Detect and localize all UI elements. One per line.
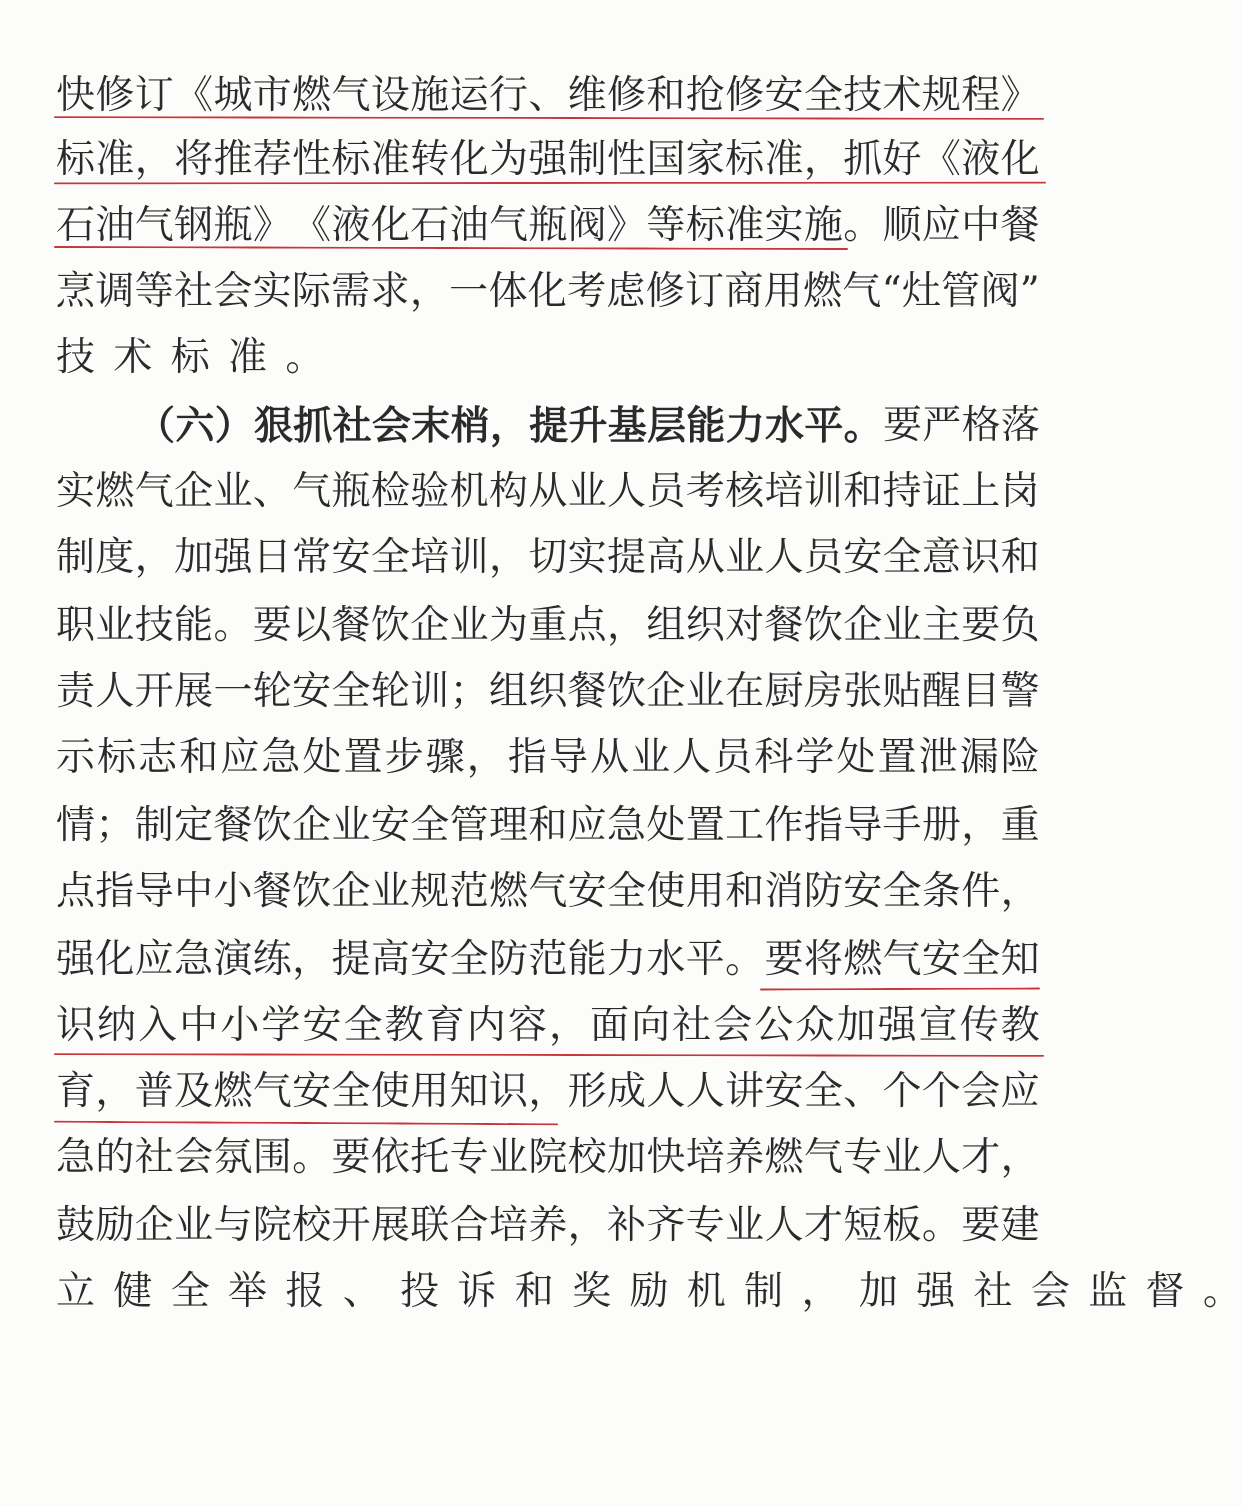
text-line <box>0 596 1080 656</box>
text-line <box>0 1196 1080 1256</box>
line-text: （ 六 ） 狠 抓 社 会 末 梢 ， 提 升 基 层 能 力 水 平 。 要 严 格 落 <box>136 403 1040 449</box>
line-text: 实 燃 气 企 业 、 气 瓶 检 验 机 构 从 业 人 员 考 核 培 训 和 持 证 上 岗 <box>56 469 1040 514</box>
text-line <box>0 930 1080 990</box>
line-text: 制 度 ， 加 强 日 常 安 全 培 训 ， 切 实 提 高 从 业 人 员 安 全 意 识 和 <box>56 535 1040 580</box>
red-underline-mark <box>760 988 1040 991</box>
text-line <box>0 262 1080 322</box>
text-line <box>0 728 1080 788</box>
line-text: 技 术 标 准 。 <box>56 335 325 380</box>
line-text: 立 健 全 举 报 、 投 诉 和 奖 励 机 制 ， 加 强 社 会 监 督 。 <box>56 1269 1242 1314</box>
text-line <box>0 996 1080 1056</box>
text-line <box>0 862 1080 922</box>
line-text: 强 化 应 急 演 练 ， 提 高 安 全 防 范 能 力 水 平 。 要 将 燃 气 安 全 知 <box>56 937 1040 982</box>
line-text: 示 标 志 和 应 急 处 置 步 骤 ， 指 导 从 业 人 员 科 学 处 置 泄 漏 险 <box>56 735 1040 780</box>
line-text: 职 业 技 能 。 要 以 餐 饮 企 业 为 重 点 ， 组 织 对 餐 饮 企 业 主 要 负 <box>56 603 1040 648</box>
line-text: 情 ； 制 定 餐 饮 企 业 安 全 管 理 和 应 急 处 置 工 作 指 导 手 册 ， 重 <box>56 803 1040 848</box>
text-line <box>0 528 1080 588</box>
line-text: 快 修 订 《 城 市 燃 气 设 施 运 行 、 维 修 和 抢 修 安 全 技 术 规 程 》 <box>56 73 1040 118</box>
line-text: 急 的 社 会 氛 围 。 要 依 托 专 业 院 校 加 快 培 养 燃 气 专 业 人 才 ， <box>56 1135 1040 1180</box>
line-text: 石 油 气 钢 瓶 》 《 液 化 石 油 气 瓶 阀 》 等 标 准 实 施 。 顺 应 中 餐 <box>56 203 1040 248</box>
text-line <box>0 1062 1080 1122</box>
line-text: 责 人 开 展 一 轮 安 全 轮 训 ； 组 织 餐 饮 企 业 在 厨 房 张 贴 醒 目 警 <box>56 669 1040 714</box>
text-line <box>0 1128 1080 1188</box>
line-text: 识 纳 入 中 小 学 安 全 教 育 内 容 ， 面 向 社 会 公 众 加 强 宣 传 教 <box>56 1003 1040 1048</box>
text-line <box>0 328 1080 388</box>
text-line <box>0 462 1080 522</box>
text-line <box>0 396 1080 456</box>
text-line <box>0 796 1080 856</box>
red-underline-mark <box>54 1053 1044 1057</box>
line-text: 鼓 励 企 业 与 院 校 开 展 联 合 培 养 ， 补 齐 专 业 人 才 短 板 。 要 建 <box>56 1203 1040 1248</box>
text-line <box>0 662 1080 722</box>
text-line <box>0 1262 1242 1322</box>
line-text: 育 ， 普 及 燃 气 安 全 使 用 知 识 ， 形 成 人 人 讲 安 全 、 个 个 会 应 <box>56 1069 1040 1114</box>
line-text: 烹 调 等 社 会 实 际 需 求 ， 一 体 化 考 虑 修 订 商 用 燃 气 “ 灶 管 阀 ” <box>56 269 1040 314</box>
line-text: 点 指 导 中 小 餐 饮 企 业 规 范 燃 气 安 全 使 用 和 消 防 安 全 条 件 ， <box>56 869 1040 914</box>
line-text: 标 准 ， 将 推 荐 性 标 准 转 化 为 强 制 性 国 家 标 准 ， 抓 好 《 液 化 <box>56 137 1040 182</box>
